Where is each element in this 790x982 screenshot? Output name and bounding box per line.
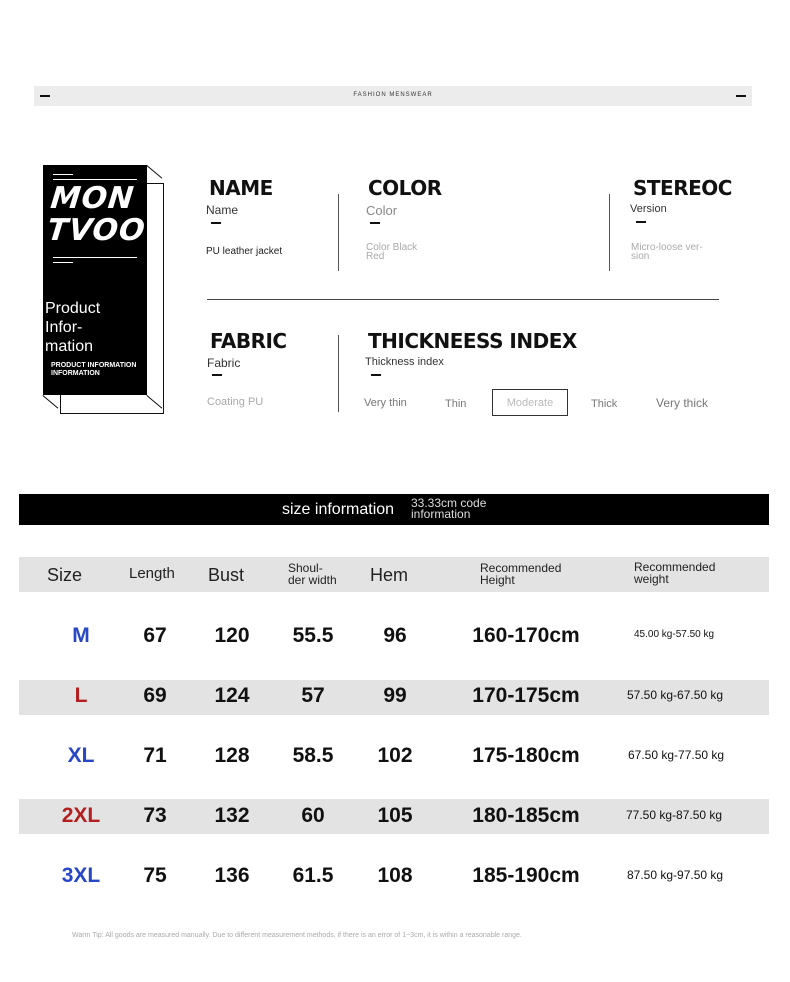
fabric-value: Coating PU: [207, 396, 264, 408]
shoulder-cell: 57: [301, 684, 325, 707]
col-shoulder-line: der width: [288, 573, 337, 587]
col-weight: [634, 561, 715, 585]
col-weight-line: weight: [634, 572, 669, 586]
col-shoulder: [288, 562, 337, 586]
size-cell: XL: [67, 744, 95, 767]
size-cell: M: [72, 624, 90, 647]
size-info-band: [19, 494, 769, 525]
card-edge: [146, 165, 162, 179]
height-cell: 175-180cm: [472, 744, 580, 767]
size-info-title: size information: [282, 501, 395, 518]
height-cell: 170-175cm: [472, 684, 580, 707]
color-value: [366, 243, 417, 261]
thickness-option: Very thick: [656, 396, 709, 410]
product-card: [43, 165, 147, 395]
shoulder-cell: 61.5: [292, 864, 334, 887]
card-label: [45, 299, 100, 356]
card-rule: [53, 174, 73, 175]
brand-line: MON: [48, 181, 137, 216]
col-height-line: Recommended: [480, 561, 562, 575]
section-separator: [207, 299, 719, 300]
name-heading: NAME: [209, 176, 273, 200]
col-size: Size: [47, 565, 83, 585]
hem-cell: 105: [377, 804, 413, 827]
height-cell: 185-190cm: [472, 864, 580, 887]
bust-cell: 132: [214, 804, 250, 827]
name-dash: [211, 222, 221, 224]
size-cell: 3XL: [61, 864, 101, 887]
fabric-dash: [212, 374, 222, 376]
thickness-dash: [371, 374, 381, 376]
col-weight-line: Recommended: [634, 560, 716, 574]
shoulder-cell: 60: [301, 804, 325, 827]
size-info-note-line: information: [411, 507, 471, 521]
card-label-line: Infor-: [45, 319, 83, 336]
brand-logo: [46, 183, 151, 247]
bust-cell: 136: [214, 864, 250, 887]
card-label-line: mation: [45, 338, 94, 355]
table-header: [19, 557, 769, 592]
weight-cell: 87.50 kg-97.50 kg: [627, 868, 724, 882]
stereo-sub: Version: [630, 203, 667, 215]
stereo-value-line: sion: [631, 251, 650, 262]
thickness-option: Very thin: [364, 397, 407, 409]
hem-cell: 108: [377, 864, 413, 887]
shoulder-cell: 58.5: [292, 744, 334, 767]
fabric-heading: FABRIC: [210, 329, 287, 353]
bust-cell: 120: [214, 624, 250, 647]
size-info-note-line: 33.33cm code: [411, 496, 487, 510]
divider: [338, 335, 339, 412]
card-small-line: INFORMATION: [51, 370, 100, 377]
card-edge: [42, 395, 58, 409]
stereo-value: [631, 243, 703, 261]
height-cell: 180-185cm: [472, 804, 580, 827]
color-value-line: Red: [366, 251, 385, 262]
weight-cell: 77.50 kg-87.50 kg: [626, 808, 723, 822]
size-cell: L: [74, 684, 88, 707]
col-shoulder-line: Shoul-: [288, 561, 323, 575]
color-value-line: Color Black: [366, 242, 418, 253]
hem-cell: 99: [383, 684, 407, 707]
header-title: FASHION MENSWEAR: [353, 92, 433, 98]
color-sub: Color: [366, 203, 398, 218]
thickness-option: Thin: [445, 398, 467, 410]
col-height-line: Height: [480, 573, 515, 587]
weight-cell: 45.00 kg-57.50 kg: [634, 629, 715, 640]
height-cell: 160-170cm: [472, 624, 580, 647]
warm-tip: Warm Tip: All goods are measured manually. Due to different measurement methods, if there is an error of 1~3cm, it is within a reasonable range.: [72, 932, 522, 939]
card-rule: [53, 257, 137, 258]
color-dash: [370, 222, 380, 224]
length-cell: 69: [143, 684, 167, 707]
size-info-note: [411, 498, 486, 520]
divider: [609, 194, 610, 271]
bust-cell: 128: [214, 744, 250, 767]
hem-cell: 96: [383, 624, 407, 647]
length-cell: 75: [143, 864, 167, 887]
card-small-label: [51, 362, 136, 378]
bust-cell: 124: [214, 684, 250, 707]
card-small-line: PRODUCT INFORMATION: [51, 362, 137, 369]
header-bar: [34, 86, 752, 106]
thickness-option: Thick: [591, 398, 618, 410]
length-cell: 71: [143, 744, 167, 767]
col-hem: Hem: [370, 565, 409, 585]
card-rule: [53, 179, 137, 180]
color-heading: COLOR: [368, 176, 442, 200]
brand-line: TVOO: [45, 213, 148, 248]
thickness-option-selected: Moderate: [492, 389, 568, 416]
name-sub: Name: [206, 203, 239, 217]
divider: [338, 194, 339, 271]
card-label-line: Product: [45, 300, 101, 317]
stereo-value-line: Micro-loose ver-: [631, 242, 703, 253]
col-bust: Bust: [208, 565, 245, 585]
right-dash: [736, 95, 746, 97]
length-cell: 73: [143, 804, 167, 827]
col-length: Length: [129, 565, 175, 582]
thickness-sub: Thickness index: [365, 356, 444, 368]
weight-cell: 67.50 kg-77.50 kg: [628, 748, 725, 762]
hem-cell: 102: [377, 744, 413, 767]
fabric-sub: Fabric: [207, 356, 241, 370]
shoulder-cell: 55.5: [292, 624, 334, 647]
stereo-heading: STEREOC: [633, 176, 732, 200]
col-height: [480, 562, 561, 586]
stereo-dash: [636, 221, 646, 223]
size-cell: 2XL: [61, 804, 101, 827]
name-value: PU leather jacket: [206, 246, 283, 257]
weight-cell: 57.50 kg-67.50 kg: [627, 688, 724, 702]
length-cell: 67: [143, 624, 167, 647]
card-rule: [53, 262, 73, 263]
thickness-heading: THICKNEESS INDEX: [368, 329, 577, 353]
